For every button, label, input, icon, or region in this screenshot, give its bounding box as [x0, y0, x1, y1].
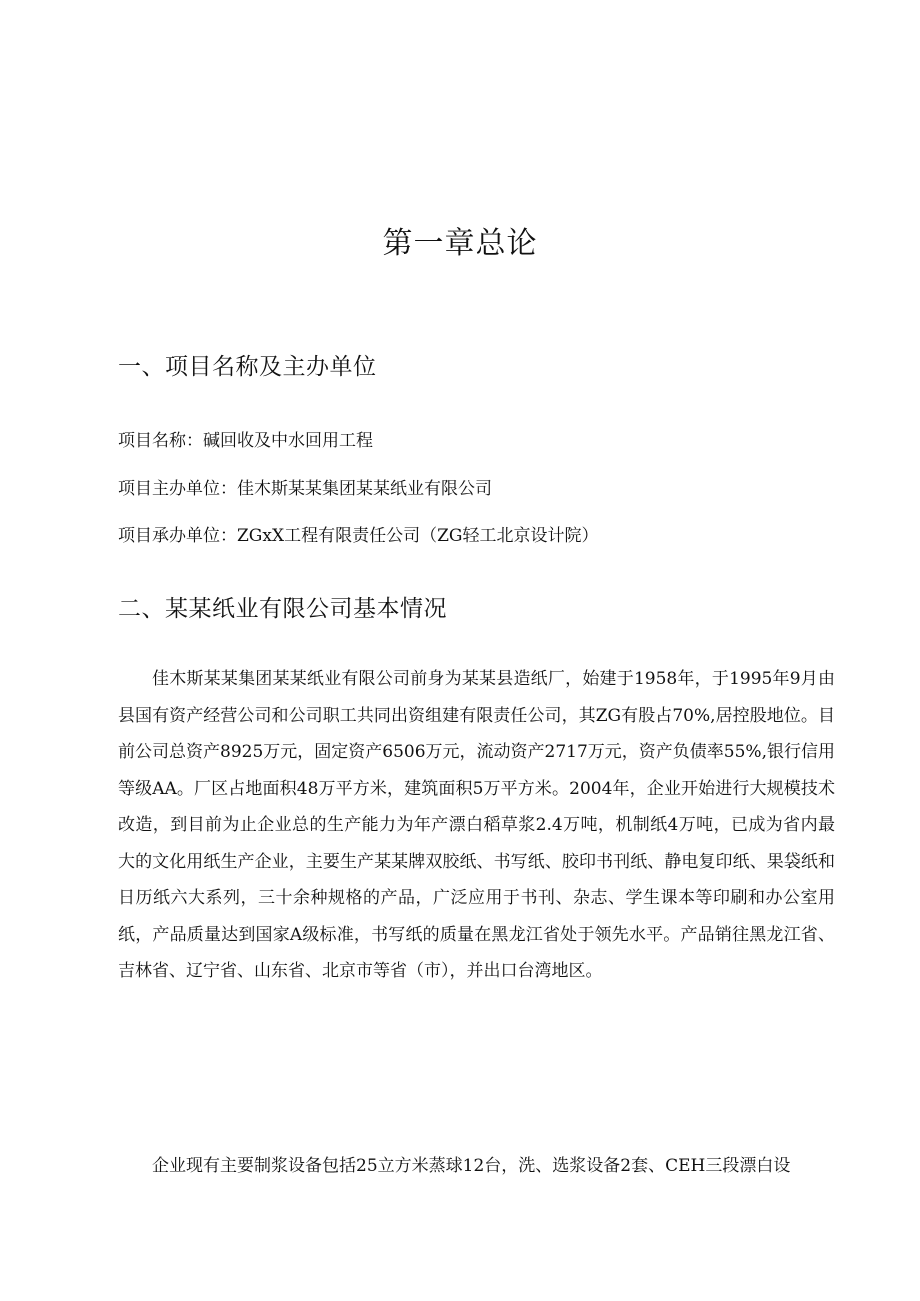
section-heading-project: 一、项目名称及主办单位 [118, 354, 377, 380]
equipment-paragraph: 企业现有主要制浆设备包括25立方米蒸球12台，洗、选浆设备2套、CEH三段漂白设 [152, 1156, 791, 1176]
project-contractor-line: 项目承办单位：ZGxX工程有限责任公司（ZG轻工北京设计院） [118, 526, 599, 546]
project-name-line: 项目名称：碱回收及中水回用工程 [118, 431, 373, 451]
project-sponsor-line: 项目主办单位：佳木斯某某集团某某纸业有限公司 [118, 479, 492, 499]
chapter-title: 第一章总论 [382, 226, 538, 261]
section-heading-company: 二、某某纸业有限公司基本情况 [118, 596, 447, 622]
company-overview-paragraph: 佳木斯某某集团某某纸业有限公司前身为某某县造纸厂，始建于1958年，于1995年9月由县国有资产经营公司和公司职工共同出资组建有限责任公司，其ZG有股占70%,居控股地位。目前公司总资产8925万元，固定资产6506万元，流动资产2717万元，资产负债率55%,银行信用等级AA。厂区占地面积48万平方米，建筑面积5万平方米。2004年，企业开始进行大规模技术改造，到目前为止企业总的生产能力为年产漂白稻草浆2.4万吨，机制纸4万吨，已成为省内最大的文化用纸生产企业，主要生产某某牌双胶纸、书写纸、胶印书刊纸、静电复印纸、果袋纸和日历纸六大系列，三十余种规格的产品，广泛应用于书刊、杂志、学生课本等印刷和办公室用纸，产品质量达到国家A级标准，书写纸的质量在黑龙江省处于领先水平。产品销往黑龙江省、吉林省、辽宁省、山东省、北京市等省（市），并出口台湾地区。 [118, 669, 835, 981]
